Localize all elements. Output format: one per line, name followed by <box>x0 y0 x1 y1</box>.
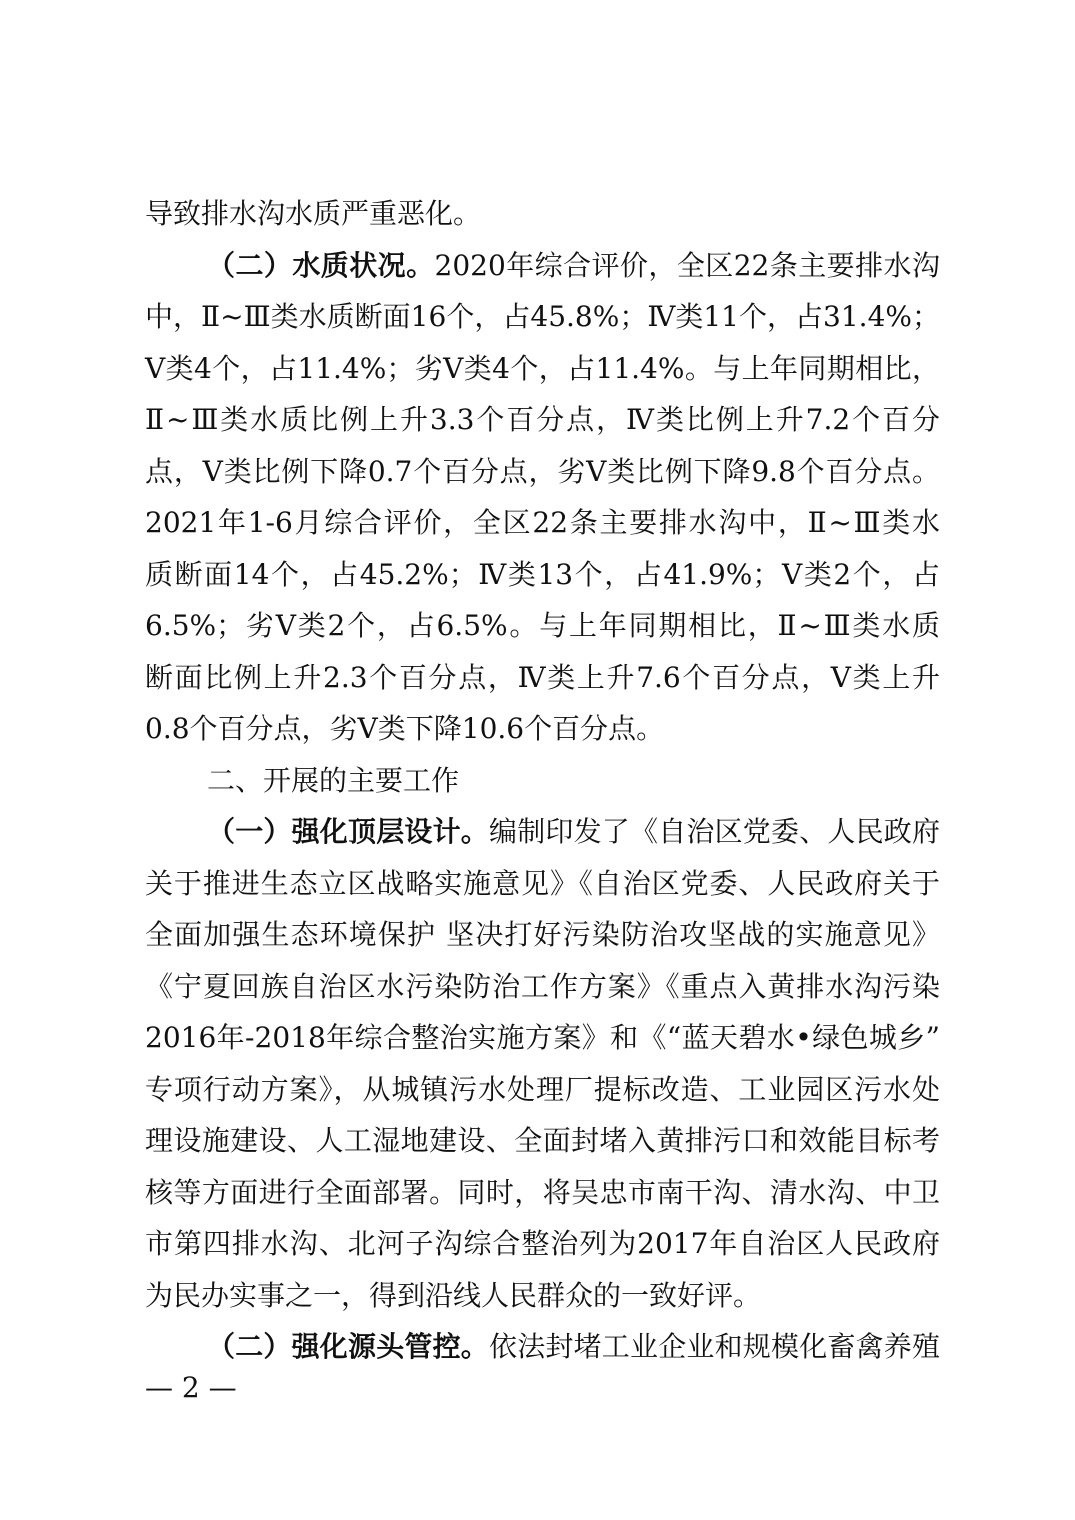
text-line-5 <box>145 394 940 446</box>
text-line-4-content: Ⅴ类4个，占11.4%；劣Ⅴ类4个，占11.4%。与上年同期相比， <box>145 351 940 385</box>
text-line-2-content: 2020年综合评价，全区22条主要排水沟 <box>434 248 940 282</box>
text-line-4 <box>145 343 940 395</box>
text-line-17-content: 2016年-2018年综合整治实施方案》和《“蓝天碧水•绿色城乡” <box>145 1021 940 1054</box>
text-line-6-content: 点，Ⅴ类比例下降0.7个百分点，劣Ⅴ类比例下降9.8个百分点。 <box>145 454 940 488</box>
text-line-10-content: 断面比例上升2.3个百分点，Ⅳ类上升7.6个百分点，Ⅴ类上升 <box>145 660 940 694</box>
text-line-7 <box>145 497 940 549</box>
text-line-11 <box>145 703 940 755</box>
text-line-22-content: 为民办实事之一，得到沿线人民群众的一致好评。 <box>145 1278 762 1312</box>
text-line-18 <box>145 1064 940 1116</box>
text-line-11-content: 0.8个百分点，劣Ⅴ类下降10.6个百分点。 <box>145 712 665 745</box>
text-line-15-content: 全面加强生态环境保护 坚决打好污染防治攻坚战的实施意见》 <box>145 918 940 951</box>
text-line-15 <box>145 909 940 961</box>
text-line-21 <box>145 1218 940 1270</box>
text-line-9-content: 6.5%；劣Ⅴ类2个，占6.5%。与上年同期相比，Ⅱ~Ⅲ类水质 <box>145 609 940 642</box>
text-line-10 <box>145 652 940 704</box>
text-line-21-content: 市第四排水沟、北河子沟综合整治列为2017年自治区人民政府 <box>145 1227 940 1260</box>
page-number: — 2 — <box>145 1371 237 1404</box>
text-line-23 <box>145 1321 940 1373</box>
text-line-7-content: 2021年1-6月综合评价，全区22条主要排水沟中，Ⅱ~Ⅲ类水 <box>145 506 940 539</box>
text-line-2 <box>145 240 940 292</box>
text-line-12 <box>145 755 940 807</box>
section-heading-main-work: 二、开展的主要工作 <box>207 763 460 797</box>
text-line-6 <box>145 446 940 498</box>
section-heading-top-level-design: （一）强化顶层设计。 <box>207 815 489 848</box>
text-line-5-content: Ⅱ~Ⅲ类水质比例上升3.3个百分点，Ⅳ类比例上升7.2个百分 <box>145 403 940 436</box>
text-line-19 <box>145 1115 940 1167</box>
text-line-13 <box>145 806 940 858</box>
text-line-23-content: 依法封堵工业企业和规模化畜禽养殖 <box>489 1330 940 1363</box>
text-line-1-content: 导致排水沟水质严重恶化。 <box>145 197 482 230</box>
text-line-17 <box>145 1012 940 1064</box>
text-line-3 <box>145 291 940 343</box>
section-heading-water-quality: （二）水质状况。 <box>207 248 435 282</box>
text-line-20-content: 核等方面进行全面部署。同时，将吴忠市南干沟、清水沟、中卫 <box>145 1175 940 1209</box>
text-line-19-content: 理设施建设、人工湿地建设、全面封堵入黄排污口和效能目标考 <box>145 1124 940 1157</box>
text-line-14-content: 关于推进生态立区战略实施意见》《自治区党委、人民政府关于 <box>145 866 940 900</box>
text-line-16-content: 《宁夏回族自治区水污染防治工作方案》《重点入黄排水沟污染 <box>145 969 940 1003</box>
text-line-1 <box>145 188 940 240</box>
text-line-18-content: 专项行动方案》，从城镇污水处理厂提标改造、工业园区污水处 <box>145 1072 940 1106</box>
text-line-14 <box>145 858 940 910</box>
text-line-3-content: 中，Ⅱ~Ⅲ类水质断面16个，占45.8%；Ⅳ类11个，占31.4%； <box>145 300 940 333</box>
text-line-8-content: 质断面14个，占45.2%；Ⅳ类13个，占41.9%；Ⅴ类2个，占 <box>145 557 940 591</box>
text-line-13-content: 编制印发了《自治区党委、人民政府 <box>489 815 940 848</box>
document-body <box>145 188 940 1373</box>
text-line-9 <box>145 600 940 652</box>
text-line-20 <box>145 1167 940 1219</box>
text-line-8 <box>145 549 940 601</box>
section-heading-source-control: （二）强化源头管控。 <box>207 1330 489 1363</box>
text-line-22 <box>145 1270 940 1322</box>
text-line-16 <box>145 961 940 1013</box>
